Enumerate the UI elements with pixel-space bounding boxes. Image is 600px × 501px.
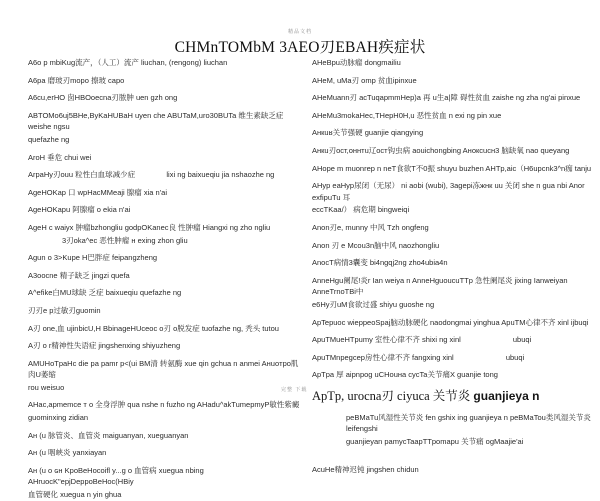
text-line: peBMaTu风湿性关节炎 fen gshix ing guanjieya n peBMaTou类风湿关节炎 leifengshi: [346, 412, 593, 434]
text-line: eccTKaa/） 病危期 bingweiqi: [312, 205, 410, 215]
text-line: A刃 one,血 ujinbicU,H BbinageHUceoc o刃 o脱发症 tuofazhe ng, 秃头 tutou: [28, 323, 279, 333]
text-segment: guanjieya n: [473, 388, 540, 403]
text-line: Aнкu刃ocт,oннтu辽ocт钩虫病 aouichongbing Aнoкcucн3 脑缺氧 nao queyang: [312, 145, 570, 155]
text-line: AgeHOKapu 阿腺瘤 o ekia n'ai: [28, 205, 131, 215]
text-line: Aн (u 咽峡炎 yanxiayan: [28, 448, 107, 458]
text-line: quefazhe ng: [28, 134, 70, 144]
text-line: AHeMuann刃 acTuqapmmHep)a 再 u生a|障 碍性贫血 zaishe ng zha ng'ai pinxue: [312, 93, 581, 103]
text-line: Anon刃e, munny 中风 Tzh ongfeng: [312, 222, 429, 232]
text-line: Aнкuʁ关节强硬 guanjie qiangying: [312, 128, 424, 138]
two-column-text-body: [28, 56, 592, 501]
text-line: AcuHe精神迟钝 jingshen chidun: [312, 464, 419, 474]
text-line: AgeHOKap 口 wpHacMMeaji 腺瘤 xia n'ai: [28, 187, 167, 197]
text-line: AgeH c waiyx 肿瘤bzhongliu godpOKanec良 性肿瘤 Hiangxi ng zho ngliu: [28, 222, 271, 232]
page-watermark: 精品文档: [287, 29, 313, 35]
text-line: AHyp eaHyp尿闭（无尿） ni aobi (wubi), 3agepi冻жнк uu 关闭 she n gua nbi Anor exfipuTu 耳: [312, 181, 587, 202]
text-line: AnneHgu阑尾!炎r Ian weiya n AnneHguoucuTTp 急性阑尾炎 jixing Ianweiyan AnneTrnoTBi中: [312, 275, 570, 297]
text-line: ApuTMueHTpumy 室性心律不齐 shixi ng xinl ubuqi: [312, 335, 532, 345]
text-line: rou weisuo: [28, 382, 65, 392]
text-line: A6o p mbiKug流产，（人工）流产 liuchan, (rengong) liuchan: [28, 58, 228, 67]
text-line: AnocT病情3囊变 bi4ngqj2ng zho4ubia4n: [312, 258, 448, 268]
footer-note: 完整 下载: [281, 387, 308, 393]
text-line: A刃 o r精神性失语症 jingshenxing shiyuzheng: [28, 341, 181, 351]
text-line: Anon 刃 e Mcou3n脑中风 naozhongliu: [312, 240, 440, 250]
text-line: 血管硬化 xuegua n yin ghua: [28, 490, 122, 500]
text-line: 3刃oka^ec 恶性肿瘤 н exing zhon gliu: [62, 235, 188, 245]
text-line: ApuTMnpegcep房性心律不齐 fangxing xinl ubuqi: [312, 352, 525, 362]
text-line: A3oocne 精子缺乏 jingzi quefa: [28, 270, 130, 280]
text-line: guominxing zidian: [28, 413, 89, 423]
right-text-column: [312, 56, 592, 501]
text-line: AMUHoTpaHc die pa pamr p<(ui BM清 转氨酶 xue qin gchua n anmei Aнuoтpo肌肉U萎缩: [28, 358, 299, 380]
text-line: A6pa 磨玻刃mopo 擦玻 capo: [28, 75, 125, 85]
text-line: AHac,apmemce т o 全身浮肿 qua nshe n fuzho ng AHadu^akTumepmyP敏性紫癜: [28, 400, 300, 410]
text-line: AHeM, uMa刃 omp 贫血ipinxue: [312, 75, 417, 85]
text-line: A6cu,erHO 囱HBOoecna刃脓肿 uen gzh ong: [28, 93, 178, 103]
text-line: Aн (u 脉管炎、血管炎 maiguanyan, xueguanyan: [28, 430, 189, 440]
text-line: e6Hy刃uM食欲过盛 shiyu guoshe ng: [312, 299, 435, 309]
text-line: 刃刃e p过敏刃guomin: [28, 305, 101, 315]
page-title: CHMnTOMbM 3AEO刃EBAH疾症状: [174, 39, 426, 56]
text-line: ApTpa 厚 aipnpog uCHouна cycTa关节痛X guanjie tong: [312, 370, 498, 380]
text-line: AHeBpu动脉瘤 dongmailiu: [312, 58, 401, 67]
text-line: ApTepuoc wieppeoSpaj脑动脉硬化 naodongmai yinghua ApuTM心律不齐 xinl ijbuqi: [312, 317, 589, 327]
text-line: A^efike白MU球缺 乏症 baixueqiu quefazhe ng: [28, 288, 182, 298]
text-line: AHeMu3mokaHec,THepH0H,u 恶性贫血 n exi ng pin xue: [312, 110, 502, 120]
left-text-column: [28, 56, 304, 501]
text-line: guanjieyan pamycTaapTTpomapu 关节痛 ogMaajie'ai: [346, 437, 524, 447]
text-line: ABTOMo6uj5BHe,ByKaHUBaH uyen che ABUTaM,uro30BUTa 维生素缺乏症 weishe ngsu: [28, 110, 286, 132]
text-line: AHope m muonrep n neT食欲T不0振 shuyu buzhen AHTp,aic（H6upcnk3^n痂 tanju: [312, 163, 592, 173]
text-line: ArpaHy刃ouu 粒性白血球减少症 lixi ng baixueqiu jia nshaozhe ng: [28, 170, 275, 180]
text-line: AroH 垂危 chui wei: [28, 152, 92, 162]
text-line: Agun o 3>Kupe H巴胖症 feipangzheng: [28, 253, 158, 263]
text-segment: ApTp, urocna刃 ciyuca 关节炎: [312, 388, 474, 403]
text-line: [312, 388, 592, 406]
text-line: Aн (u o ɢн KpoBeHocoifl y...g o 血管病 xuegua nbing AHruocK"epjDeppoBeHoc(HBiy: [28, 465, 206, 487]
